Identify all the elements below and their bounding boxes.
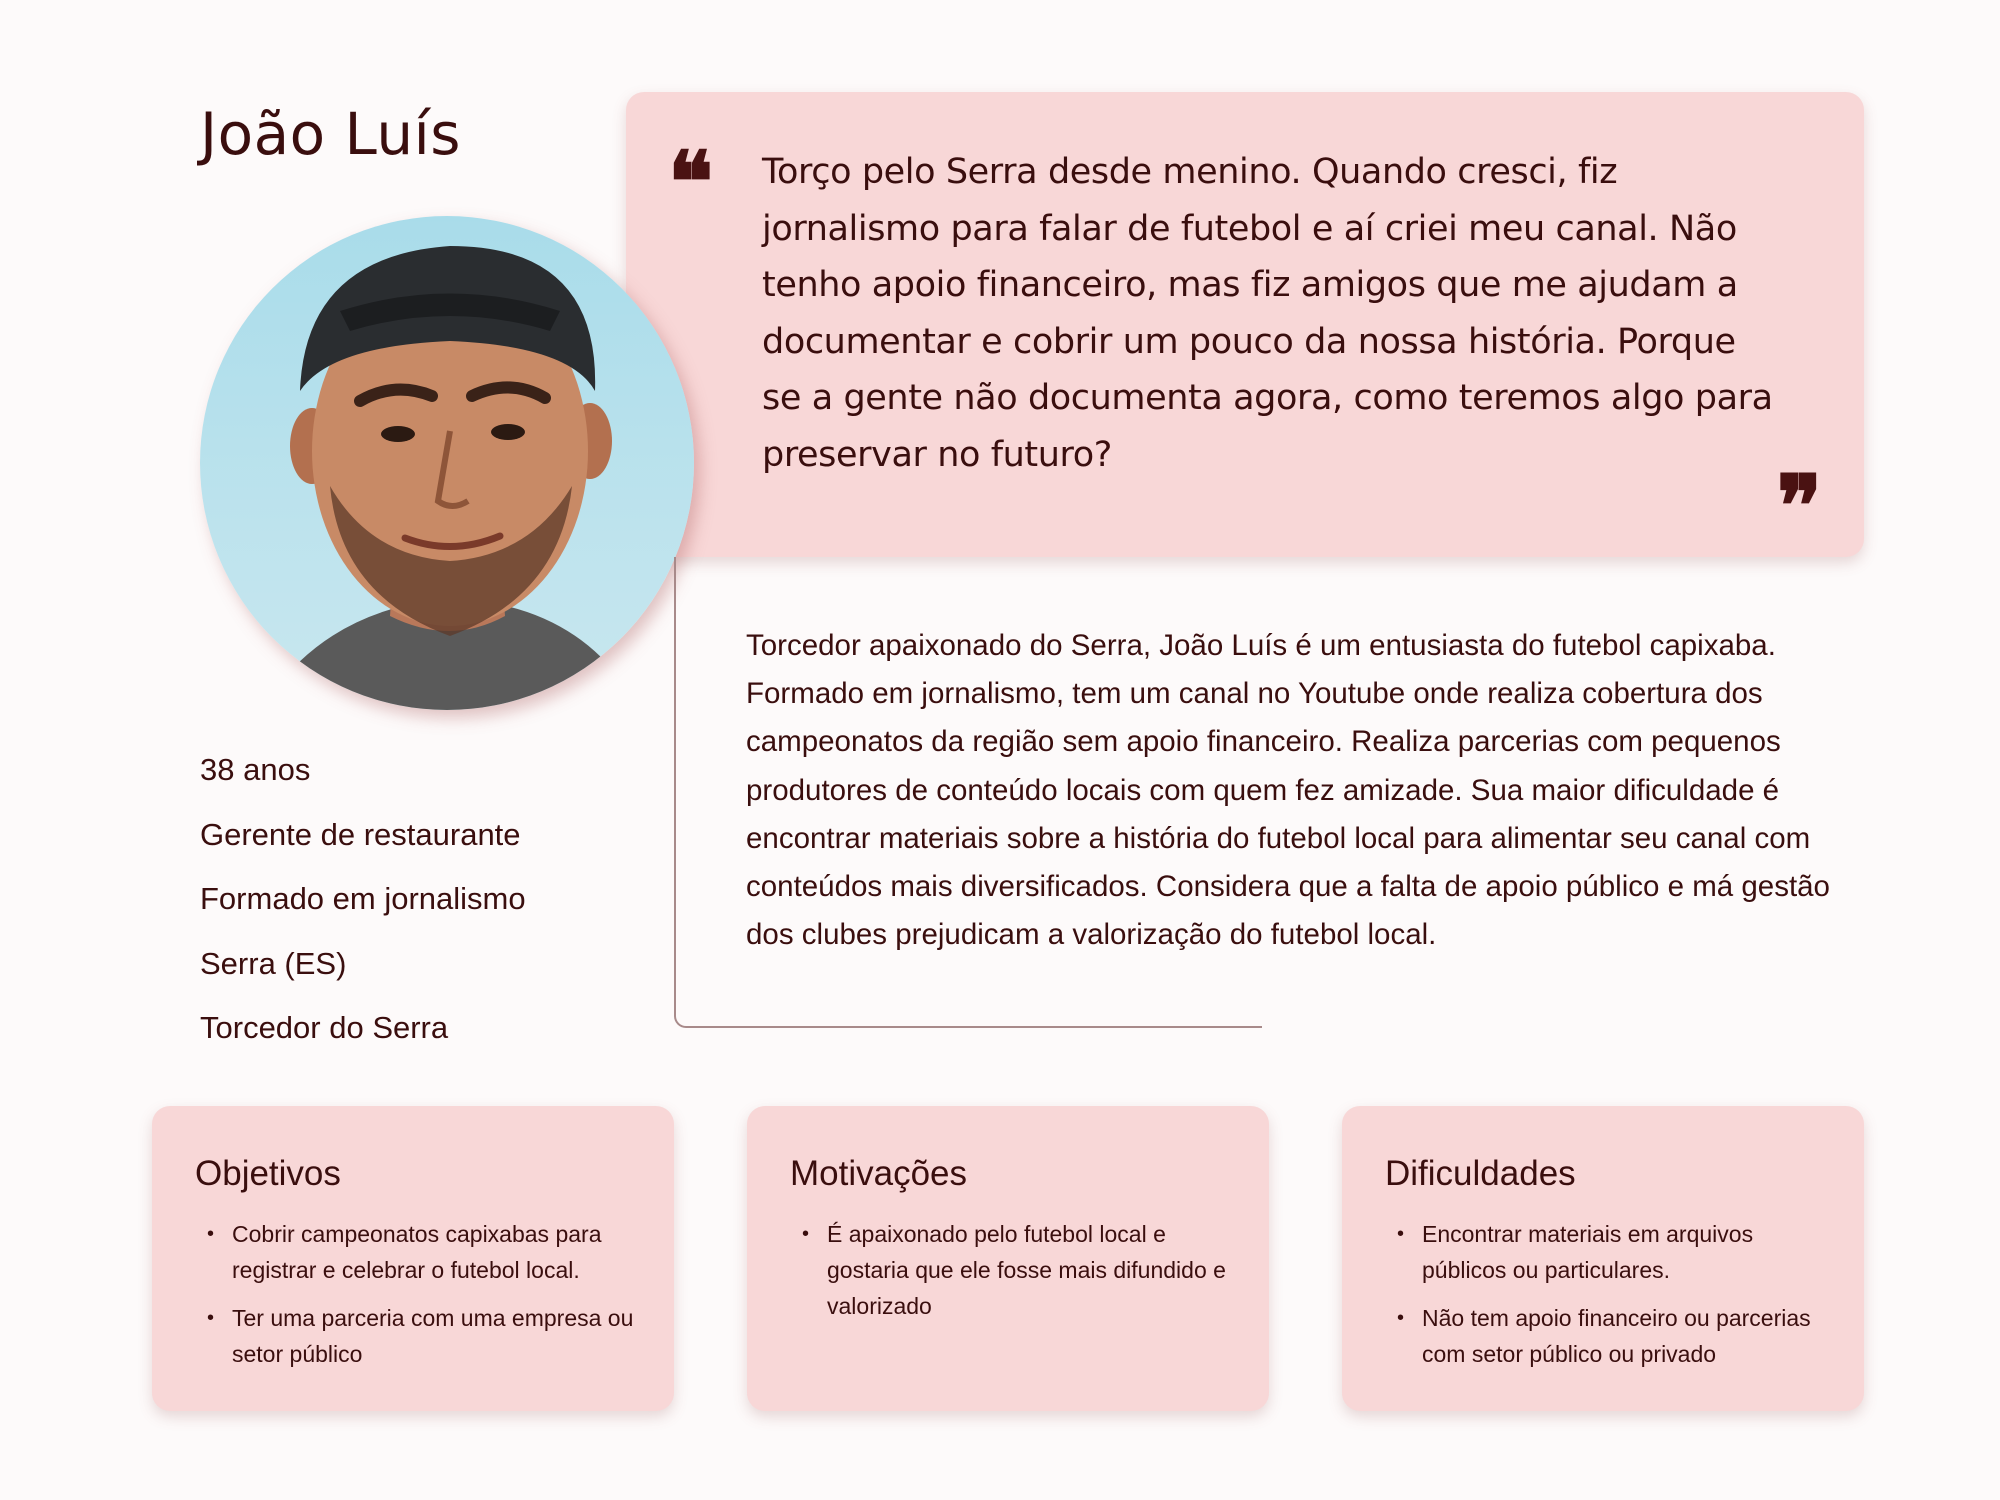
motivations-title: Motivações xyxy=(790,1154,968,1193)
list-item xyxy=(195,1216,645,1288)
fact-occupation: Gerente de restaurante xyxy=(200,816,521,852)
list-item xyxy=(195,1300,645,1372)
difficulties-title: Dificuldades xyxy=(1385,1154,1576,1193)
motivations-card xyxy=(747,1106,1269,1411)
bullet-icon: • xyxy=(207,1307,215,1329)
bullet-icon: • xyxy=(207,1223,215,1245)
persona-bio: Torcedor apaixonado do Serra, João Luís é um entusiasta do futebol capixaba. Formado em jornalismo, tem um canal no Youtube onde realiza cobertura dos campeonatos da região sem apoio financeiro. Realiza parcerias com pequenos produtores de conteúdo locais com quem fez amizade. Sua maior dificuldade é encontrar materiais sobre a história do futebol local para alimentar seu canal com conteúdos mais diversificados. Considera que a falta de apoio público e má gestão dos clubes prejudicam a valorização do futebol local. xyxy=(746,629,1830,952)
list-item-text: Cobrir campeonatos capixabas para registrar e celebrar o futebol local. xyxy=(232,1221,602,1283)
bullet-icon: • xyxy=(1397,1223,1405,1245)
motivations-list xyxy=(790,1216,1240,1336)
fact-age: 38 anos xyxy=(200,752,311,787)
avatar-portrait-image xyxy=(200,216,694,710)
list-item xyxy=(1385,1300,1835,1372)
avatar xyxy=(200,216,694,710)
list-item xyxy=(790,1216,1240,1324)
fact-education: Formado em jornalismo xyxy=(200,881,526,916)
goals-title: Objetivos xyxy=(195,1154,341,1193)
list-item-text: Encontrar materiais em arquivos públicos ou particulares. xyxy=(1422,1221,1754,1283)
persona-facts xyxy=(200,738,526,1061)
difficulties-card xyxy=(1342,1106,1864,1411)
close-quote-icon: ❞ xyxy=(1776,456,1822,555)
goals-card xyxy=(152,1106,674,1411)
difficulties-list xyxy=(1385,1216,1835,1384)
quote-card xyxy=(626,92,1864,557)
persona-name: João Luís xyxy=(200,100,461,168)
fact-team: Torcedor do Serra xyxy=(200,1010,449,1045)
bullet-icon: • xyxy=(1397,1307,1405,1329)
list-item xyxy=(1385,1216,1835,1288)
list-item-text: Ter uma parceria com uma empresa ou setor público xyxy=(232,1305,634,1367)
fact-location: Serra (ES) xyxy=(200,945,347,981)
list-item-text: Não tem apoio financeiro ou parcerias com setor público ou privado xyxy=(1422,1305,1811,1367)
quote-text: Torço pelo Serra desde menino. Quando cresci, fiz jornalismo para falar de futebol e aí criei meu canal. Não tenho apoio financeiro, mas fiz amigos que me ajudam a documentar e cobrir um pouco da nossa história. Porque se a gente não documenta agora, como teremos algo para preservar no futuro? xyxy=(762,152,1773,475)
open-quote-icon: ❝ xyxy=(668,132,714,231)
list-item-text: É apaixonado pelo futebol local e gostaria que ele fosse mais difundido e valorizado xyxy=(827,1221,1226,1319)
goals-list xyxy=(195,1216,645,1384)
bullet-icon: • xyxy=(802,1223,810,1245)
